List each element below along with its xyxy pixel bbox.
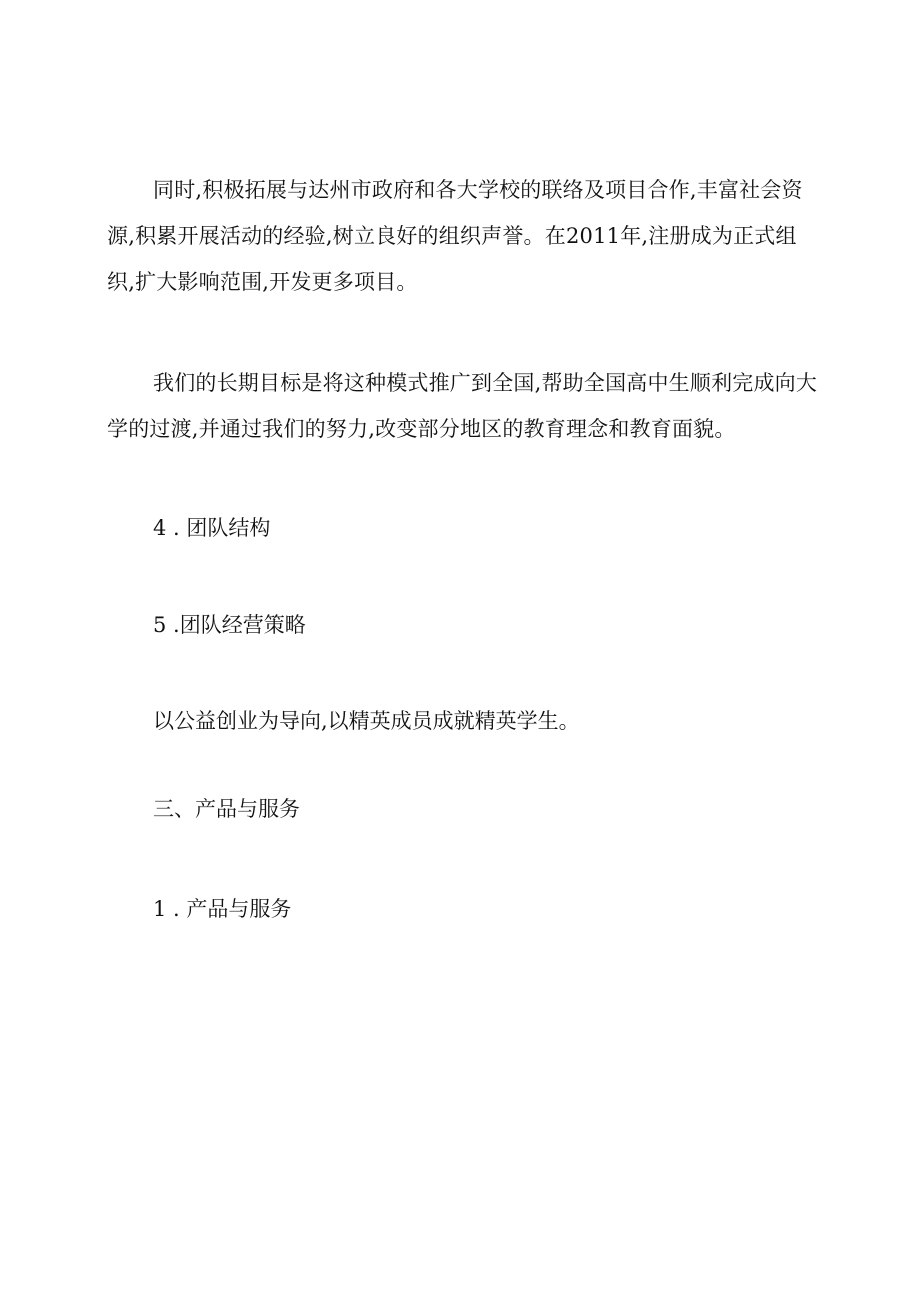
strategy-text: 以公益创业为导向,以精英成员成就精英学生。 (153, 709, 580, 733)
section-products-services: 三、产品与服务 (153, 797, 300, 821)
heading-team-structure: 4 . 团队结构 (153, 516, 271, 540)
heading-team-strategy: 5 .团队经营策略 (153, 613, 306, 637)
paragraph-cooperation: 同时,积极拓展与达州市政府和各大学校的联络及项目合作,丰富社会资源,积累开展活动的经验,树立良好的组织声誉。在2011年,注册成为正式组织,扩大影响范围,开发更多项目。 (107, 178, 803, 294)
heading-products-services: 1 . 产品与服务 (153, 897, 292, 921)
paragraph-long-term-goal: 我们的长期目标是将这种模式推广到全国,帮助全国高中生顺利完成向大学的过渡,并通过我们的努力,改变部分地区的教育理念和教育面貌。 (107, 371, 818, 441)
